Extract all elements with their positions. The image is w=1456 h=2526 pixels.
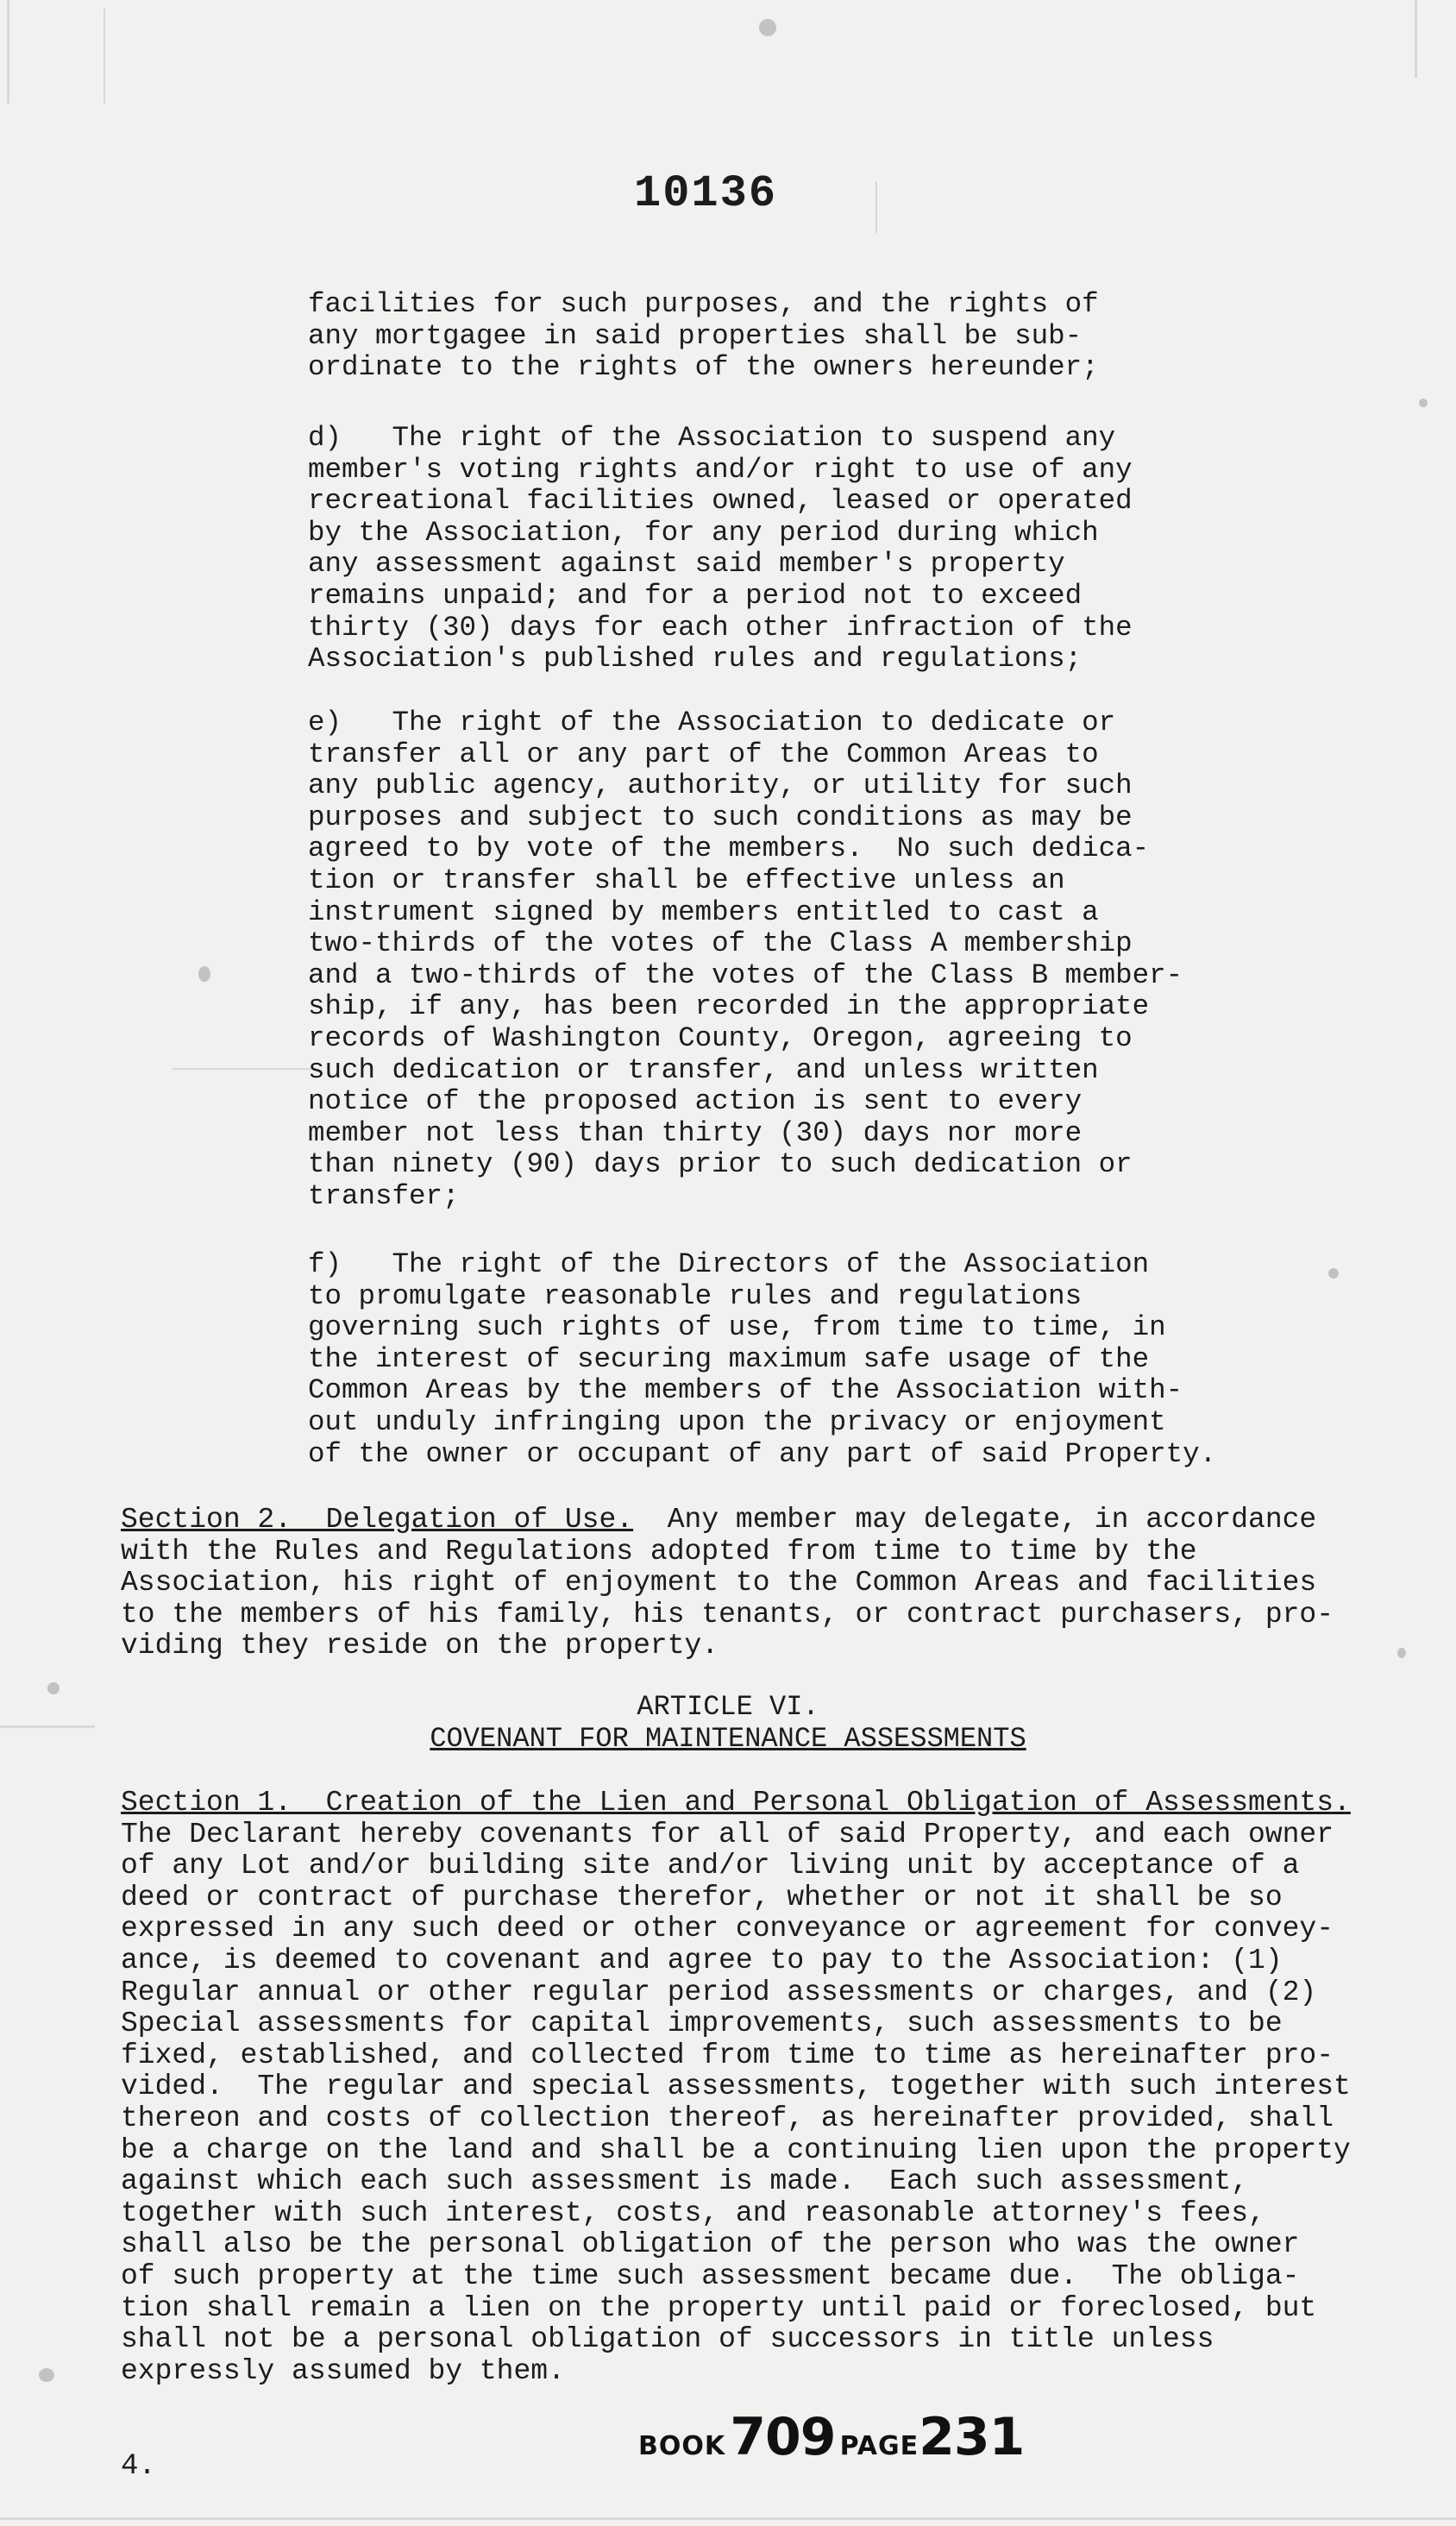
document-number: 10136 [634,168,778,219]
scan-streak [7,0,9,104]
section-2-line1: Any member may delegate, in accordance [633,1504,1317,1536]
section-1 [121,1788,1351,2387]
scan-speck [39,2368,54,2382]
scan-speck [1419,399,1428,407]
stamp-page-label: PAGE [839,2431,919,2461]
scan-streak [0,2517,1456,2520]
section-1-heading: Section 1. Creation of the Lien and Personal Obligation of Assessments. [121,1787,1351,1819]
article-number: ARTICLE VI. [637,1691,819,1723]
section-2-heading: Section 2. Delegation of Use. [121,1504,634,1536]
paragraph-c-continued: facilities for such purposes, and the rights of any mortgagee in said properties shall be sub- ordinate to the rights of the owners hereunder; [308,288,1099,384]
section-2-body: with the Rules and Regulations adopted from time to time by the Association, his right of enjoyment to the Common Areas and facilities to the members of his family, his tenants, or contract purchasers, pro- viding they reside on the property. [121,1535,1334,1662]
section-1-body: The Declarant hereby covenants for all of said Property, and each owner of any Lot and/or building site and/or living unit by acceptance of a deed or contract of purchase therefor, whether or not it shall be so expressed in any such deed or other conveyance or agreement for convey- ance, is deemed to covenant and agree to pay to the Association: (1) Regular annual or other regular period assessments or charges, and (2) Special assessments for capital improvements, such assessments to be fixed, established, and collected from time to time as hereinafter pro- vided. The regular and special assessments, together with such interest thereon and costs of collection thereof, as hereinafter provided, shall be a charge on the land and shall be a continuing lien upon the property against which each such assessment is made. Each such assessment, together with such interest, costs, and reasonable attorney's fees, shall also be the personal obligation of the person who was the owner of such property at the time such assessment became due. The obliga- tion shall remain a lien on the property until paid or foreclosed, but shall not be a personal obligation of successors in title unless expressly assumed by them. [121,1818,1351,2387]
scan-streak [875,181,877,233]
recording-stamp [638,2407,1024,2467]
scan-streak [104,9,105,104]
paragraph-f: f) The right of the Directors of the Association to promulgate reasonable rules and regulations governing such rights of use, from time to time, in the interest of securing maximum safe usage of the Common Areas by the members of the Association with- out unduly infringing upon the privacy or enjoyment of the owner or occupant of any part of said Property. [308,1248,1217,1470]
scan-streak [173,1068,311,1070]
stamp-book-number: 709 [730,2407,836,2467]
article-title: COVENANT FOR MAINTENANCE ASSESSMENTS [430,1723,1026,1755]
section-2 [121,1505,1334,1662]
paragraph-d: d) The right of the Association to suspend any member's voting rights and/or right to use of any recreational facilities owned, leased or operated by the Association, for any period during which any assessment against said member's property remains unpaid; and for a period not to exceed thirty (30) days for each other infraction of the Association's published rules and regulations; [308,422,1133,675]
scan-streak [1415,0,1417,78]
scan-speck [1328,1268,1339,1279]
scan-speck [759,19,776,36]
page-number: 4. [121,2450,156,2483]
scan-speck [198,966,210,982]
paragraph-e: e) The right of the Association to dedicate or transfer all or any part of the Common Areas to any public agency, authority, or utility for such purposes and subject to such conditions as may be agreed to by vote of the members. No such dedica- tion or transfer shall be effective unless an instrument signed by members entitled to cast a two-thirds of the votes of the Class A membership and a two-thirds of the votes of the Class B member- ship, if any, has been recorded in the appropriate records of Washington County, Oregon, agreeing to such dedication or transfer, and unless written notice of the proposed action is sent to every member not less than thirty (30) days nor more than ninety (90) days prior to such dedication or transfer; [308,707,1183,1212]
scan-speck [1397,1648,1406,1658]
stamp-page-number: 231 [919,2407,1025,2467]
stamp-book-label: BOOK [638,2431,726,2461]
